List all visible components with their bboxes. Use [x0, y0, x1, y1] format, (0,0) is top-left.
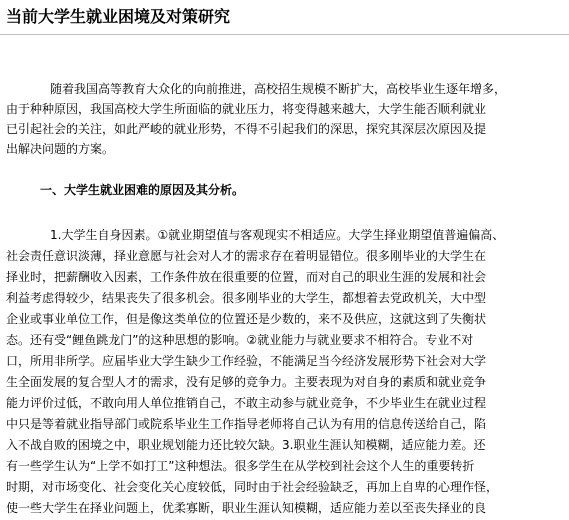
paragraph-line: 择业时，把薪酬收入因素，工作条件放在很重要的位置，而对自己的职业生涯的发展和社会 [6, 270, 487, 284]
section-heading: 一、大学生就业困难的原因及其分析。 [40, 183, 245, 197]
title-divider [0, 34, 569, 35]
paragraph-line: 随着我国高等教育大众化的向前推进，高校招生规模不断扩大，高校毕业生逐年增多， [50, 82, 507, 96]
paragraph-line: 使一些大学生在择业问题上，优柔寡断，职业生涯认知模糊，适应能力差以至丧失择业的良 [6, 501, 487, 515]
paragraph-line: 由于种种原因，我国高校大学生所面临的就业压力，将变得越来越大，大学生能否顺利就业 [6, 102, 487, 116]
paragraph-line: 中只是等着就业指导部门或院系毕业生工作指导老师将自己认为有用的信息传送给自己，陷 [6, 417, 487, 431]
paragraph-line: 生全面发展的复合型人才的需求，没有足够的竞争力。主要表现为对自身的素质和就业竞争 [6, 375, 487, 389]
paragraph-line: 入不战自败的困境之中，职业规划能力还比较欠缺。3.职业生涯认知模糊，适应能力差。还 [6, 438, 486, 452]
intro-paragraph [6, 79, 506, 159]
paragraph-line: 有一些学生认为“上学不如打工”这种想法。很多学生在从学校到社会这个人生的重要转折 [6, 459, 475, 473]
paragraph-line: 已引起社会的关注，如此严峻的就业形势，不得不引起我们的深思，探究其深层次原因及提 [6, 122, 487, 136]
paragraph-line: 1.大学生自身因素。①就业期望值与客观现实不相适应。大学生择业期望值普遍偏高、 [50, 228, 505, 242]
paragraph-line: 利益考虑得较少，结果丧失了很多机会。很多刚毕业的大学生，都想着去党政机关，大中型 [6, 291, 487, 305]
page-title: 当前大学生就业困境及对策研究 [6, 7, 231, 26]
body-paragraph [6, 225, 504, 519]
paragraph-line: 态。还有受“鲤鱼跳龙门”的这种思想的影响。②就业能力与就业要求不相符合。专业不对 [6, 333, 474, 347]
paragraph-line: 出解决问题的方案。 [6, 142, 115, 156]
paragraph-line: 社会责任意识淡薄，择业意愿与社会对人才的需求存在着明显错位。很多刚毕业的大学生在 [6, 249, 487, 263]
paragraph-line: 时期，对市场变化、社会变化关心度较低，同时由于社会经验缺乏，再加上自卑的心理作怪， [6, 480, 499, 494]
paragraph-line: 口，所用非所学。应届毕业大学生缺少工作经验，不能满足当今经济发展形势下社会对大学 [6, 354, 487, 368]
paragraph-line: 能力评价过低，不敢向用人单位推销自己，不敢主动参与就业竞争，不少毕业生在就业过程 [6, 396, 487, 410]
paragraph-line: 企业或事业单位工作，但是像这类单位的位置还是少数的，来不及供应，这就这到了失衡状 [6, 312, 487, 326]
